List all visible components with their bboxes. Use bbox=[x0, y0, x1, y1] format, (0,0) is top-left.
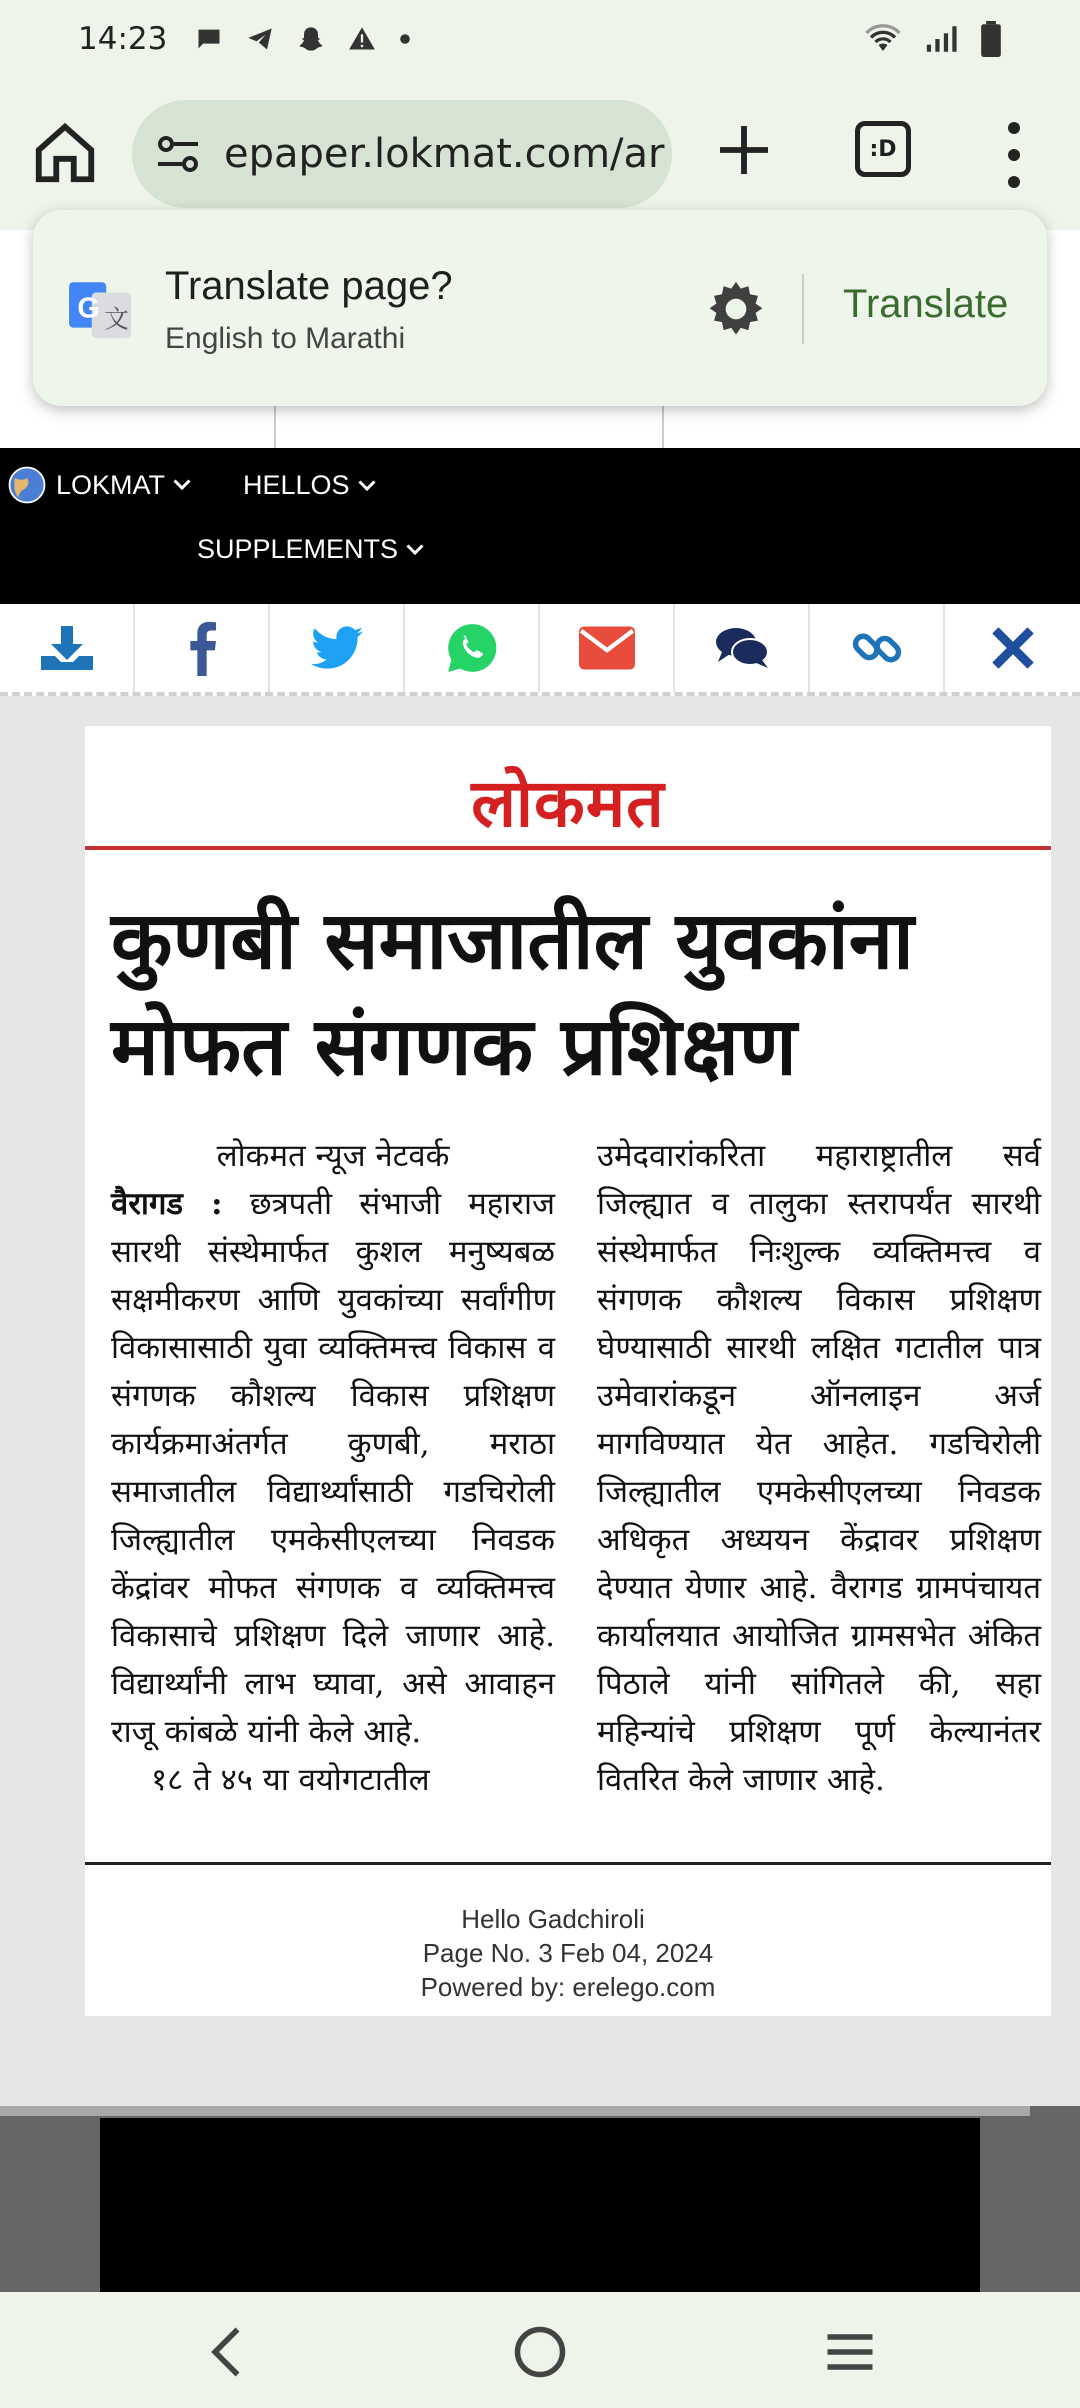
newspaper-clipping bbox=[85, 726, 1051, 2016]
nav-item-hellos[interactable] bbox=[243, 470, 376, 501]
nav-label-lokmat: LOKMAT bbox=[56, 469, 166, 500]
footer-powered-by: Powered by: erelego.com bbox=[420, 1972, 716, 2002]
telegram-notification-icon bbox=[245, 25, 275, 53]
translate-title: Translate page? bbox=[165, 264, 453, 308]
status-time: 14:23 bbox=[78, 21, 168, 57]
close-share-button[interactable] bbox=[945, 604, 1080, 692]
whatsapp-share-button[interactable] bbox=[405, 604, 540, 692]
popup-divider bbox=[802, 274, 804, 344]
comment-button[interactable] bbox=[675, 604, 810, 692]
headline-line-2: मोफत संगणक प्रशिक्षण bbox=[111, 1000, 797, 1093]
twitter-share-button[interactable] bbox=[270, 604, 405, 692]
address-bar[interactable] bbox=[132, 100, 672, 208]
globe-icon bbox=[6, 464, 48, 506]
facebook-share-button[interactable] bbox=[135, 604, 270, 692]
headline-line-1: कुणबी समाजातील युवकांना bbox=[111, 894, 914, 987]
horizontal-scrollbar[interactable] bbox=[0, 2106, 1030, 2116]
gear-icon[interactable] bbox=[705, 278, 767, 340]
dateline: वैरागड : bbox=[111, 1186, 223, 1222]
clipping-footer bbox=[85, 1902, 1051, 2004]
svg-text:文: 文 bbox=[104, 304, 129, 334]
nav-item-lokmat[interactable] bbox=[6, 464, 191, 506]
chevron-down-icon bbox=[173, 478, 191, 492]
facebook-icon bbox=[187, 620, 217, 676]
alert-notification-icon bbox=[347, 25, 377, 53]
copy-link-button[interactable] bbox=[810, 604, 945, 692]
article-headline bbox=[111, 888, 1041, 1100]
download-button[interactable] bbox=[0, 604, 135, 692]
chevron-down-icon bbox=[406, 543, 424, 557]
notification-icons bbox=[195, 25, 411, 53]
right-body-text: उमेदवारांकरिता महाराष्ट्रातील सर्व जिल्ह्यात व तालुका स्तरापर्यंत सारथी संस्थेमार्फत निःशुल्क व्यक्तिमत्त्व व संगणक कौशल्य विकास प्रशिक्षण घेण्यासाठी सारथी लक्षित गटातील पात्र उमेवारांकडून ऑनलाइन अर्ज मागविण्यात येत आहेत. गडचिरोली जिल्ह्यातील एमकेसीएलच्या निवडक अधिकृत अध्ययन केंद्रावर प्रशिक्षण देण्यात येणार आहे. वैरागड ग्रामपंचायत कार्यालयात आयोजित ग्रामसभेत अंकित पिठाले यांनी सांगितले की, सहा महिन्यांचे प्रशिक्षण पूर्ण केल्यानंतर वितरित केले जाणार आहे. bbox=[597, 1138, 1041, 1798]
status-bar bbox=[0, 0, 1080, 78]
lower-content-area bbox=[0, 2106, 1080, 2292]
download-icon bbox=[39, 623, 95, 673]
chevron-down-icon bbox=[358, 479, 376, 493]
black-media-panel bbox=[100, 2118, 980, 2292]
chat-notification-icon bbox=[195, 25, 223, 53]
new-tab-icon[interactable] bbox=[712, 118, 776, 182]
article-paragraph-1 bbox=[111, 1180, 555, 1756]
tab-switcher-button[interactable]: :D bbox=[855, 121, 911, 177]
recents-icon[interactable] bbox=[820, 2322, 880, 2382]
more-notifications-dot-icon bbox=[399, 33, 411, 45]
article-column-left bbox=[111, 1132, 555, 1804]
footer-edition: Hello Gadchiroli bbox=[461, 1904, 645, 1934]
wifi-icon bbox=[864, 24, 902, 54]
left-body-continuation: १८ ते ४५ या वयोगटातील bbox=[151, 1762, 430, 1798]
email-icon bbox=[579, 626, 635, 670]
battery-icon bbox=[980, 21, 1002, 57]
google-translate-icon bbox=[67, 276, 133, 342]
close-icon bbox=[991, 626, 1035, 670]
nav-label-hellos: HELLOS bbox=[243, 470, 350, 500]
translate-button[interactable]: Translate bbox=[843, 282, 1009, 326]
masthead: लोकमत bbox=[471, 764, 665, 842]
translate-languages[interactable]: English to Marathi bbox=[165, 322, 406, 355]
overflow-menu-icon[interactable] bbox=[996, 122, 1032, 188]
footer-page-date: Page No. 3 Feb 04, 2024 bbox=[422, 1938, 714, 1968]
twitter-icon bbox=[311, 626, 363, 670]
browser-toolbar bbox=[0, 78, 1080, 230]
snapchat-notification-icon bbox=[297, 25, 325, 53]
email-share-button[interactable] bbox=[540, 604, 675, 692]
svg-text:G: G bbox=[77, 292, 100, 325]
share-toolbar bbox=[0, 604, 1080, 696]
whatsapp-icon bbox=[446, 622, 498, 674]
system-navigation-bar bbox=[0, 2292, 1080, 2408]
home-nav-icon[interactable] bbox=[510, 2322, 570, 2382]
footer-rule bbox=[85, 1862, 1051, 1865]
url-text: epaper.lokmat.com/ar bbox=[224, 131, 665, 177]
site-settings-icon[interactable] bbox=[154, 130, 202, 178]
system-icons bbox=[864, 21, 1002, 57]
nav-label-supplements: SUPPLEMENTS bbox=[197, 534, 399, 564]
comment-icon bbox=[714, 626, 770, 670]
masthead-rule bbox=[85, 846, 1051, 850]
left-body-text: छत्रपती संभाजी महाराज सारथी संस्थेमार्फत कुशल मनुष्यबळ सक्षमीकरण आणि युवकांच्या सर्वांगीण विकासासाठी युवा व्यक्तिमत्त्व विकास व संगणक कौशल्य विकास प्रशिक्षण कार्यक्रमाअंतर्गत कुणबी, मराठा समाजातील विद्यार्थ्यांसाठी गडचिरोली जिल्ह्यातील एमकेसीएलच्या निवडक केंद्रांवर मोफत संगणक व व्यक्तिमत्त्व विकासाचे प्रशिक्षण दिले जाणार आहे. विद्यार्थ्यांनी लाभ घ्यावा, असे आवाहन राजू कांबळे यांनी केले आहे. bbox=[111, 1186, 556, 1750]
home-icon[interactable] bbox=[30, 118, 100, 188]
back-icon[interactable] bbox=[200, 2322, 260, 2382]
byline: लोकमत न्यूज नेटवर्क bbox=[216, 1138, 450, 1174]
link-icon bbox=[851, 622, 903, 674]
nav-item-supplements[interactable] bbox=[197, 534, 424, 565]
article-column-right bbox=[597, 1132, 1041, 1804]
translate-popup bbox=[33, 210, 1047, 406]
signal-icon bbox=[924, 24, 958, 54]
site-navigation bbox=[0, 448, 1080, 604]
